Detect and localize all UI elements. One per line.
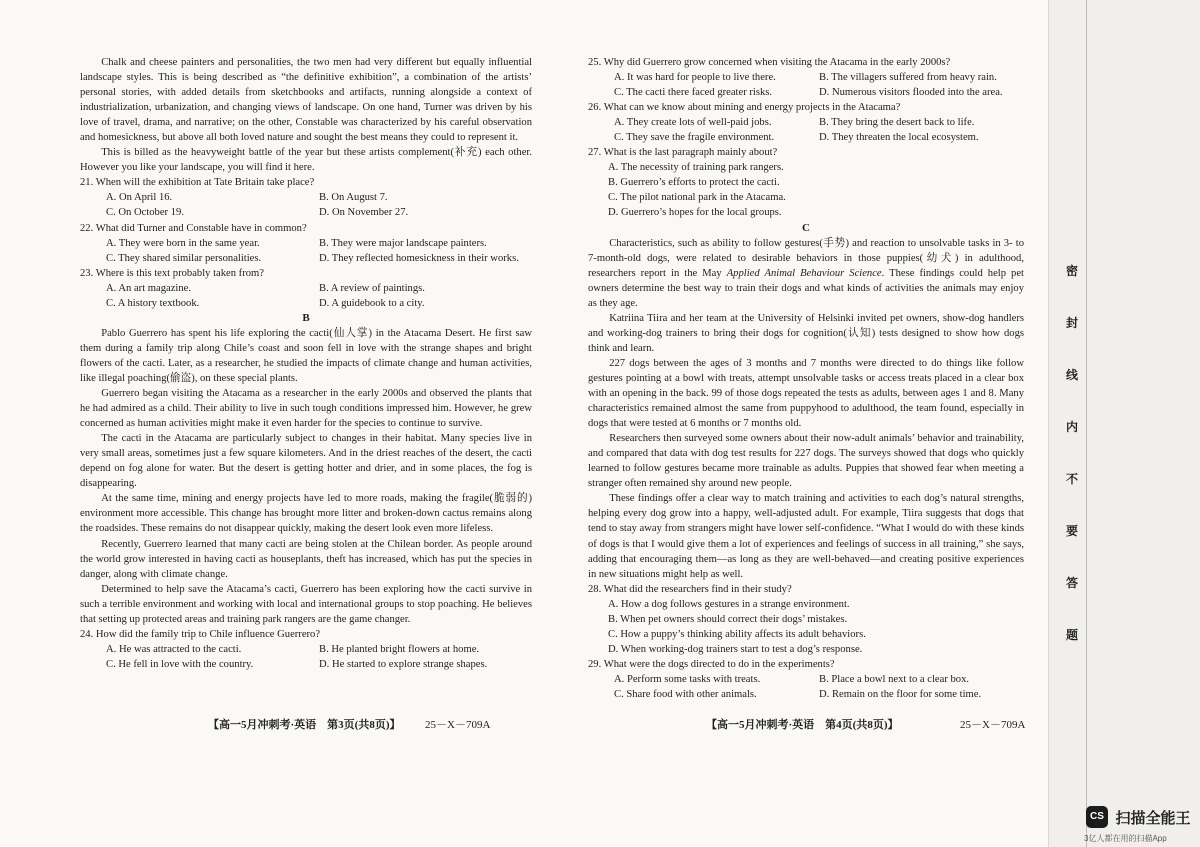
- seal-char: 答: [1065, 576, 1078, 590]
- question-stem: 24. How did the family trip to Chile influence Guerrero?: [80, 628, 321, 640]
- answer-option: C. They shared similar personalities.: [106, 252, 262, 264]
- question-stem: 25. Why did Guerrero grow concerned when visiting the Atacama in the early 2000s?: [588, 57, 951, 68]
- passage-c-paragraph: These findings offer a clear way to match training and activities to each dog’s natural strengths, helping every dog grow into a happy, well-adjusted adult. For example, Tiira suggests that dogs that tend to stay away from strangers might have lower self-confidence. “What I would do with these kinds of dogs is that I would give them a lot of experiences and feelings of success in all training,” she says, adding that encouraging them—as long as they are well-behaved—and creating positive experiences in new situations might help as well.: [588, 493, 1024, 580]
- question-stem: 28. What did the researchers find in their study?: [588, 583, 792, 595]
- answer-option: D. A guidebook to a city.: [319, 297, 425, 309]
- seal-char: 题: [1065, 628, 1078, 642]
- answer-option: C. A history textbook.: [106, 297, 200, 309]
- answer-option: D. Guerrero’s hopes for the local groups.: [608, 207, 782, 219]
- camscanner-logo-icon: CS: [1086, 806, 1108, 828]
- passage-b-paragraph: The cacti in the Atacama are particularly subject to changes in their habitat. Many species live in very small areas, sometimes just a few square kilometers. And in the driest reaches of the desert, the cacti depend on fog alone for water. But the desert is getting hotter and drier, and in some places, the fog is disappearing.: [80, 433, 532, 490]
- passage-c: [588, 311, 1024, 582]
- answer-option: B. When pet owners should correct their dogs’ mistakes.: [608, 613, 848, 625]
- answer-option: A. An art magazine.: [106, 282, 192, 294]
- passage-b-paragraph: Guerrero began visiting the Atacama as a researcher in the early 2000s and observed the plants that he had admired as a child. Their ability to live in such tough conditions impressed him. However, he grew concerned as human activities might make it even harder for the species to continue to survive.: [80, 388, 532, 430]
- seal-char: 线: [1065, 368, 1078, 382]
- seal-char: 密: [1065, 264, 1078, 278]
- answer-option: D. They reflected homesickness in their works.: [319, 252, 519, 264]
- passage-b-paragraph: Recently, Guerrero learned that many cacti are being stolen at the Chilean border. As people around the world grow interested in having cacti as houseplants, theft has increased, which has put the species in danger, along with climate change.: [80, 538, 532, 580]
- answer-option: A. The necessity of training park rangers.: [608, 162, 784, 174]
- answer-option: B. Guerrero’s efforts to protect the cacti.: [608, 177, 780, 189]
- passage-c-paragraph: Researchers then surveyed some owners about their now-adult animals’ behavior and trainability, and compared that data with dog test results for 227 dogs. The surveys showed that dogs who quickly learned to follow gestures became more trainable as adults. Puppies that showed fear when meeting a stranger often remained shy around new people.: [588, 433, 1024, 490]
- answer-option: A. Perform some tasks with treats.: [614, 673, 761, 685]
- answer-option: A. On April 16.: [106, 192, 173, 204]
- section-heading-b: B: [302, 311, 310, 324]
- answer-option: C. On October 19.: [106, 207, 184, 219]
- seal-char: 要: [1065, 524, 1078, 538]
- left-page-column: [80, 55, 532, 672]
- answer-option: C. The cacti there faced greater risks.: [614, 87, 773, 99]
- passage-b-paragraph: Pablo Guerrero has spent his life exploring the cacti(仙人掌) in the Atacama Desert. He first saw them during a family trip along Chile’s coast and soon fell in love with the strange shapes and bright flowers of the cacti. Later, as a researcher, he studied the impacts of climate change and human activities, like illegal poaching(偷盗), on these special plants.: [80, 327, 532, 384]
- answer-options: [80, 642, 532, 672]
- paper-code-right: 25－X－709A: [960, 719, 1026, 731]
- watermark-app-name: 扫描全能王: [1115, 809, 1191, 827]
- answer-option: C. The pilot national park in the Atacama.: [608, 192, 786, 204]
- question-29: [588, 657, 1024, 702]
- question-stem: 21. When will the exhibition at Tate Britain take place?: [80, 177, 315, 189]
- answer-option: D. When working-dog trainers start to test a dog’s response.: [608, 643, 863, 655]
- answer-option: A. It was hard for people to live there.: [614, 72, 776, 84]
- answer-options: [80, 236, 532, 266]
- passage-c-paragraph: 227 dogs between the ages of 3 months and 7 months were directed to do things like follow gestures pointing at a bowl with treats, attempt unsolvable tasks or access treats placed in a clear box with an opening in the back. 99 of those dogs repeated the tests as adults, between ages 1 and 8. Many characteristics remained almost the same from puppyhood to adulthood, the team found, especially in dogs that were tested at 6 months or 7 months old.: [588, 357, 1024, 430]
- question-group: [80, 175, 532, 310]
- question-stem: 23. Where is this text probably taken from?: [80, 267, 264, 279]
- answer-options: [80, 190, 532, 220]
- question-24: [80, 627, 532, 672]
- answer-option: D. They threaten the local ecosystem.: [819, 132, 979, 144]
- passage-a-paragraph: Chalk and cheese painters and personalities, the two men had very different but equally influential landscape styles. This is being described as “the definitive exhibition”, a combination of the artists’ personal stories, with added details from sketchbooks and artifacts, running alongside a context of industrialization, urbanization, and changing views of landscape. On one hand, Turner was driven by his love of travel, drama, and narrative; on the other, Constable was characterized by his careful observation and homesickness, but above all both loved nature and sought the best means they could to represent it.: [80, 57, 532, 144]
- passage-b-paragraph: At the same time, mining and energy projects have led to more roads, making the fragile(脆弱的) environment more accessible. This change has brought more litter and broken-down cactus remains along the roadsides. These remains do not disappear quickly, making the desert look even more lifeless.: [80, 493, 532, 535]
- answer-option: C. They save the fragile environment.: [614, 132, 775, 144]
- answer-options: [588, 597, 1024, 657]
- answer-options: [80, 281, 532, 311]
- answer-option: B. They bring the desert back to life.: [819, 117, 975, 129]
- question-28: [588, 582, 1024, 657]
- answer-option: D. On November 27.: [319, 207, 409, 219]
- page-footer-right: 【高一5月冲刺考·英语 第4页(共8页)】: [706, 719, 899, 731]
- seal-char: 封: [1065, 316, 1078, 330]
- section-heading-c: C: [802, 221, 810, 234]
- seal-char: 不: [1065, 472, 1078, 486]
- answer-option: D. He started to explore strange shapes.: [319, 658, 488, 670]
- right-page-column: [588, 55, 1024, 702]
- answer-options: [588, 115, 1024, 145]
- answer-option: C. He fell in love with the country.: [106, 658, 254, 670]
- answer-option: A. He was attracted to the cacti.: [106, 643, 242, 655]
- answer-options: [588, 672, 1024, 702]
- passage-b-paragraph: Determined to help save the Atacama’s cacti, Guerrero has been exploring how the cacti survive in such a terrible environment and working with local and international groups to stop poaching. He believes that setting up protected areas and training park rangers are the game changer.: [80, 583, 532, 625]
- watermark-tagline: 3亿人都在用的扫描App: [1084, 834, 1167, 843]
- answer-option: B. The villagers suffered from heavy rain.: [819, 72, 997, 84]
- page-footer-left: 【高一5月冲刺考·英语 第3页(共8页)】: [208, 719, 401, 731]
- seal-char: 内: [1065, 420, 1078, 434]
- passage-c-paragraph: Characteristics, such as ability to follow gestures(手势) and reaction to unsolvable tasks in 3- to 7-month-old dogs, were related to desirable behaviors in those puppies(幼犬) in adulthood, researchers report in the May Applied Animal Behaviour Science. These findings could help pet owners determine the best way to train their dogs and what kinds of activities the animals may enjoy as they age.: [588, 237, 1024, 309]
- answer-option: B. They were major landscape painters.: [319, 237, 487, 249]
- question-stem: 26. What can we know about mining and energy projects in the Atacama?: [588, 102, 901, 114]
- answer-option: C. How a puppy’s thinking ability affects its adult behaviors.: [608, 628, 866, 640]
- passage-a-paragraph: This is billed as the heavyweight battle of the year but these artists complement(补充) each other. However you like your landscape, you will find it here.: [80, 147, 532, 174]
- answer-options: [588, 70, 1024, 100]
- answer-option: D. Numerous visitors flooded into the area.: [819, 87, 1003, 99]
- answer-option: A. They were born in the same year.: [106, 237, 260, 249]
- answer-option: B. Place a bowl next to a clear box.: [819, 673, 970, 685]
- question-group: [588, 55, 1024, 221]
- question-stem: 22. What did Turner and Constable have in common?: [80, 222, 307, 234]
- seal-line-notice: [1062, 262, 1082, 643]
- answer-option: B. He planted bright flowers at home.: [319, 643, 480, 655]
- paper-code-left: 25－X－709A: [425, 719, 491, 731]
- passage-c-paragraph: Katriina Tiira and her team at the University of Helsinki invited pet owners, show-dog handlers and working-dog trainers to bring their dogs for cognition(认知) tests designed to show how dogs think and learn.: [588, 312, 1024, 354]
- answer-option: B. On August 7.: [319, 192, 388, 204]
- passage-b: [80, 326, 532, 627]
- scanner-watermark: [1084, 806, 1191, 843]
- question-stem: 27. What is the last paragraph mainly about?: [588, 147, 778, 159]
- answer-option: D. Remain on the floor for some time.: [819, 688, 982, 700]
- answer-option: A. They create lots of well-paid jobs.: [614, 117, 772, 129]
- answer-option: C. Share food with other animals.: [614, 688, 757, 700]
- journal-title: Applied Animal Behaviour Science: [726, 267, 882, 279]
- answer-option: A. How a dog follows gestures in a strange environment.: [608, 598, 850, 610]
- question-stem: 29. What were the dogs directed to do in the experiments?: [588, 658, 835, 670]
- answer-options: [588, 160, 1024, 220]
- answer-option: B. A review of paintings.: [319, 282, 425, 294]
